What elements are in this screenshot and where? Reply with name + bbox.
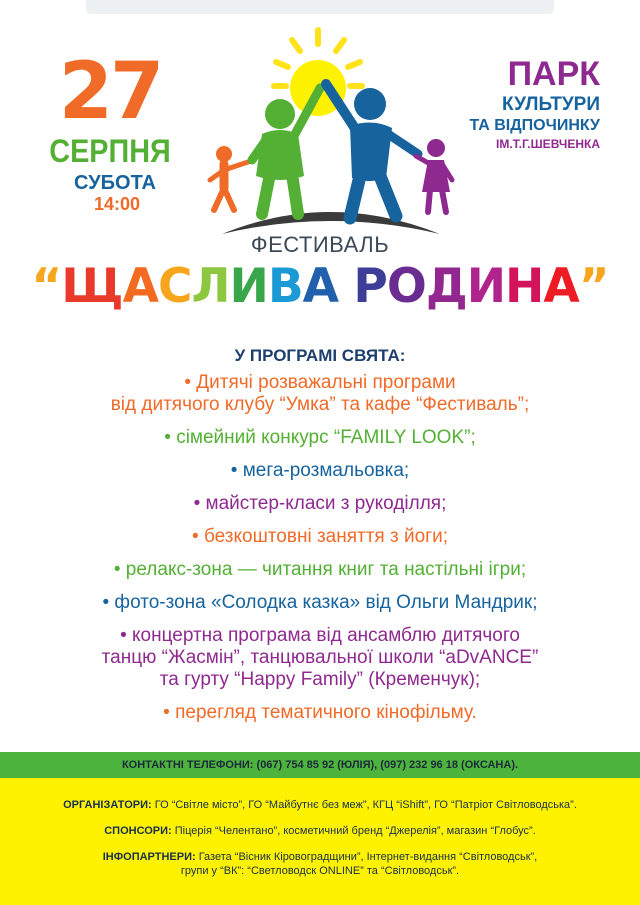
organizers-label: ОРГАНІЗАТОРИ: bbox=[63, 799, 152, 811]
event-time: 14:00 bbox=[93, 194, 141, 214]
infopartners-label: ІНФОПАРТНЕРИ: bbox=[102, 851, 196, 863]
program-item-line: • майстер-класи з рукоділля; bbox=[193, 493, 447, 514]
program-item-line: • фото-зона «Солодка казка» від Ольги Мандрик; bbox=[102, 592, 538, 613]
infopartners-text-2: групи у “ВК”: “Светловодск ONLINE” та “Світловодськ”. bbox=[180, 865, 460, 877]
program-item-line: та гурту “Happy Family” (Кременчук); bbox=[159, 669, 481, 690]
title-letter: А bbox=[122, 259, 158, 314]
title-open-quote: “ bbox=[31, 259, 62, 314]
program-item-line: • Дитячі розважальні програми bbox=[184, 372, 456, 393]
program-item bbox=[40, 427, 600, 449]
program-item-line: танцю “Жасмін”, танцювальної школи “aDvANCE” bbox=[101, 647, 539, 668]
title-letter: А bbox=[302, 259, 339, 314]
program-heading: У ПРОГРАМІ СВЯТА: bbox=[234, 346, 406, 365]
venue-line-4: ІМ.Т.Г.ШЕВЧЕНКА bbox=[496, 137, 600, 151]
child-right-figure bbox=[416, 139, 452, 212]
organizers-line bbox=[0, 798, 640, 812]
infopartners-line bbox=[0, 850, 640, 878]
top-frame-decoration bbox=[86, 0, 554, 14]
program-item bbox=[40, 592, 600, 614]
program-list bbox=[40, 372, 600, 735]
program-item-line: • сімейний конкурс “FAMILY LOOK”; bbox=[164, 427, 476, 448]
father-figure bbox=[326, 84, 418, 218]
contacts-bar bbox=[0, 752, 640, 778]
sponsors-label: СПОНСОРИ: bbox=[104, 825, 172, 837]
contact-phones: КОНТАКТНІ ТЕЛЕФОНИ: (067) 754 85 92 (ЮЛІЯ), (097) 232 96 18 (ОКСАНА). bbox=[121, 759, 519, 771]
sponsors-footer bbox=[0, 778, 640, 905]
title-letter: В bbox=[267, 259, 303, 314]
mother-figure bbox=[252, 88, 320, 214]
ground-arc bbox=[222, 212, 440, 234]
title-letter: Щ bbox=[61, 259, 123, 314]
title-letter bbox=[338, 256, 353, 318]
program-item bbox=[40, 460, 600, 482]
infopartners-text-1: Газета “Вісник Кіровоградщини”, Інтернет-видання “Світловодськ”, bbox=[195, 851, 538, 863]
title-letter: С bbox=[157, 259, 192, 314]
sponsors-line bbox=[0, 824, 640, 838]
program-item bbox=[40, 526, 600, 548]
program-item bbox=[40, 372, 600, 416]
venue-line-3: ТА ВІДПОЧИНКУ bbox=[469, 117, 600, 134]
venue-line-2: КУЛЬТУРИ bbox=[502, 94, 600, 115]
program-item bbox=[40, 625, 600, 691]
festival-label: ФЕСТИВАЛЬ bbox=[250, 232, 390, 257]
event-weekday: СУБОТА bbox=[74, 172, 156, 194]
title-letter: Л bbox=[191, 259, 230, 314]
event-month: СЕРПНЯ bbox=[49, 133, 171, 169]
title-letter: И bbox=[229, 259, 268, 314]
title-letter: Д bbox=[425, 259, 467, 314]
title-letter: И bbox=[466, 259, 506, 314]
title-letter: А bbox=[543, 259, 579, 314]
program-item-line: • мега-розмальовка; bbox=[230, 460, 410, 481]
family-logo bbox=[200, 22, 460, 242]
program-item bbox=[40, 559, 600, 581]
child-left-figure bbox=[210, 146, 254, 210]
program-item-line: • перегляд тематичного кінофільму. bbox=[163, 702, 477, 723]
program-item-line: • релакс-зона — читання книг та настільні ігри; bbox=[113, 559, 527, 580]
program-item-line: • безкоштовні заняття з йоги; bbox=[192, 526, 448, 547]
title-letter: Р bbox=[353, 259, 387, 314]
title-letter: Н bbox=[505, 259, 544, 314]
venue-line-1: ПАРК bbox=[507, 55, 600, 93]
venue-block bbox=[450, 56, 600, 152]
festival-title bbox=[0, 256, 640, 318]
program-item bbox=[40, 702, 600, 724]
event-date-block bbox=[40, 47, 180, 214]
program-item bbox=[40, 493, 600, 515]
event-day: 27 bbox=[58, 47, 162, 137]
program-item-line: від дитячого клубу “Умка” та кафе “Фестиваль”; bbox=[110, 394, 530, 415]
title-letter: О bbox=[386, 259, 426, 314]
sponsors-text: Піцерія “Челентано”, косметичний бренд “Джерелія”, магазин “Глобус”. bbox=[171, 825, 536, 837]
program-item-line: • концертна програма від ансамблю дитячого bbox=[120, 625, 520, 646]
title-close-quote: ” bbox=[578, 259, 609, 314]
organizers-text: ГО “Світле місто”, ГО “Майбутнє без меж”, КГЦ “iShift”, ГО “Патріот Світловодська”. bbox=[151, 799, 577, 811]
